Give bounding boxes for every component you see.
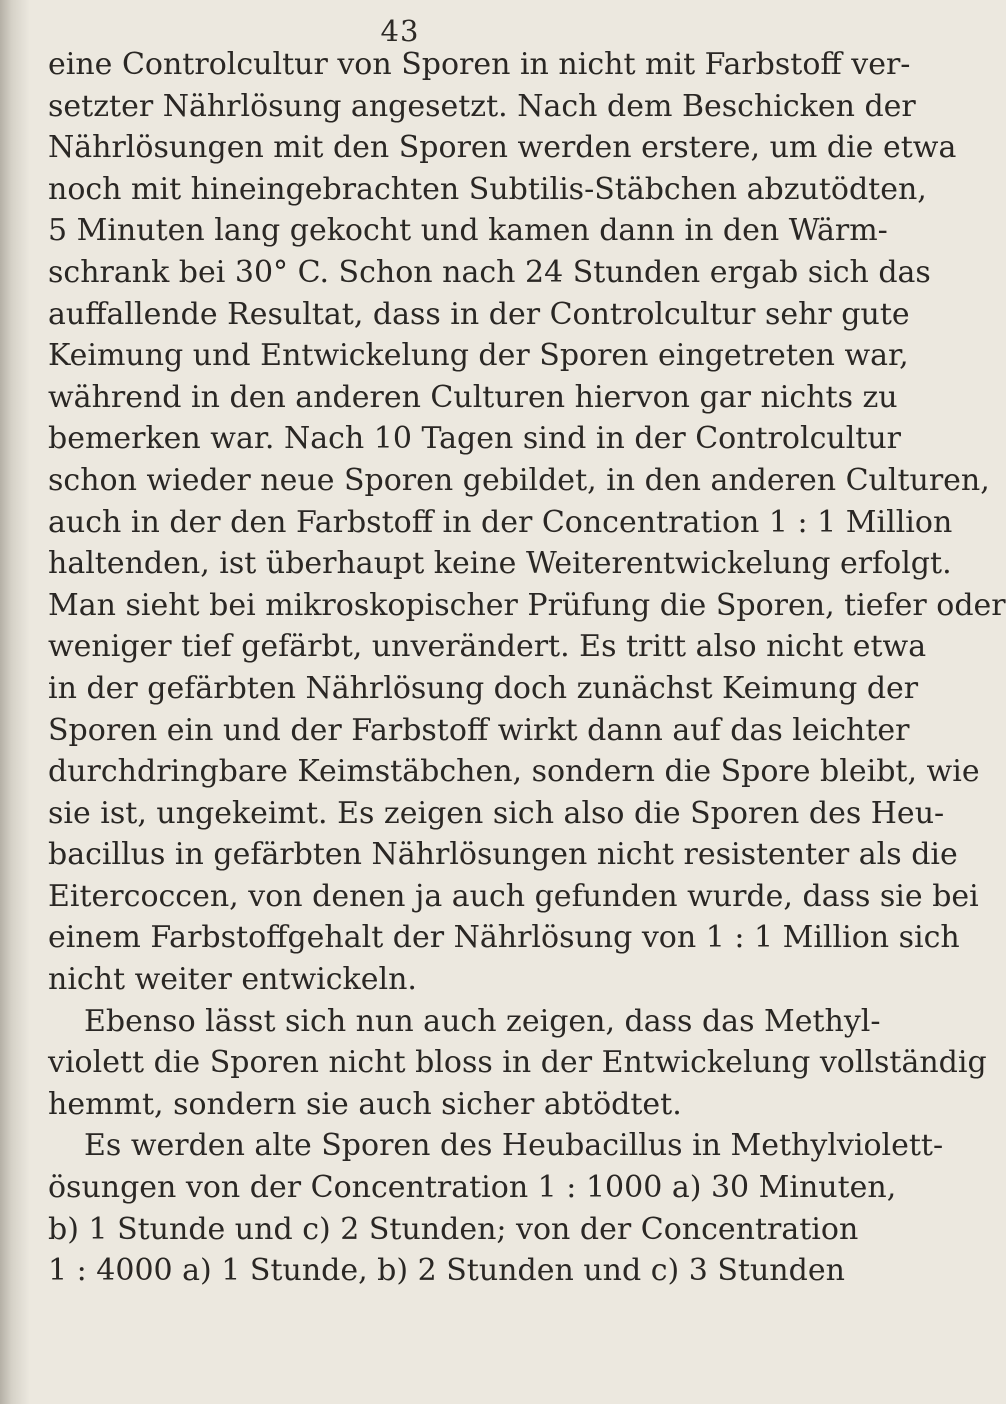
text-line: auffallende Resultat, dass in der Controlcultur sehr gute [48, 296, 910, 332]
text-line: in der gefärbten Nährlösung doch zunächst Keimung der [48, 670, 919, 706]
text-line: einem Farbstoffgehalt der Nährlösung von 1 : 1 Million sich [48, 920, 960, 956]
text-line: durchdringbare Keimstäbchen, sondern die Spore bleibt, wie [48, 754, 980, 790]
paragraph-1 [48, 44, 1006, 1001]
text-line: schon wieder neue Sporen gebildet, in den anderen Culturen, [48, 462, 990, 498]
paragraph-2 [48, 1001, 987, 1126]
text-line: haltenden, ist überhaupt keine Weiterentwickelung erfolgt. [48, 546, 952, 582]
text-line: b) 1 Stunde und c) 2 Stunden; von der Concentration [48, 1211, 859, 1247]
text-line: eine Controlcultur von Sporen in nicht mit Farbstoff ver- [48, 47, 911, 82]
text-line: bacillus in gefärbten Nährlösungen nicht resistenter als die [48, 837, 958, 873]
text-line: noch mit hineingebrachten Subtilis-Stäbchen abzutödten, [48, 171, 927, 207]
text-line: nicht weiter entwickeln. [48, 962, 417, 998]
text-line: weniger tief gefärbt, unverändert. Es tritt also nicht etwa [48, 629, 927, 665]
text-line: Ebenso lässt sich nun auch zeigen, dass das Methyl- [84, 1003, 881, 1039]
text-line: violett die Sporen nicht bloss in der Entwickelung vollständig [48, 1045, 987, 1081]
text-line: Eitercoccen, von denen ja auch gefunden wurde, dass sie bei [48, 878, 979, 914]
body-text [48, 44, 1006, 1292]
text-line: bemerken war. Nach 10 Tagen sind in der Controlcultur [48, 421, 902, 457]
text-line: hemmt, sondern sie auch sicher abtödtet. [48, 1086, 682, 1122]
text-line: sie ist, ungekeimt. Es zeigen sich also die Sporen des Heu- [48, 795, 945, 831]
text-line: Keimung und Entwickelung der Sporen eingetreten war, [48, 338, 909, 374]
text-line: Man sieht bei mikroskopischer Prüfung die Sporen, tiefer oder [48, 587, 1006, 623]
text-line: 5 Minuten lang gekocht und kamen dann in den Wärm- [48, 213, 888, 249]
text-line: schrank bei 30° C. Schon nach 24 Stunden ergab sich das [48, 254, 931, 290]
text-line: Nährlösungen mit den Sporen werden erstere, um die etwa [48, 130, 957, 166]
text-line: ösungen von der Concentration 1 : 1000 a) 30 Minuten, [48, 1170, 897, 1206]
text-line: Sporen ein und der Farbstoff wirkt dann auf das leichter [48, 712, 910, 748]
text-line: setzter Nährlösung angesetzt. Nach dem Beschicken der [48, 88, 916, 124]
text-line: auch in der den Farbstoff in der Concentration 1 : 1 Million [48, 504, 953, 540]
paragraph-3 [48, 1125, 944, 1291]
text-line: während in den anderen Culturen hiervon gar nichts zu [48, 379, 898, 415]
page-number: 43 [380, 14, 420, 48]
text-line: Es werden alte Sporen des Heubacillus in Methylviolett- [84, 1128, 944, 1164]
page-edge-shadow [0, 0, 30, 1404]
text-line: 1 : 4000 a) 1 Stunde, b) 2 Stunden und c) 3 Stunden [48, 1253, 845, 1289]
